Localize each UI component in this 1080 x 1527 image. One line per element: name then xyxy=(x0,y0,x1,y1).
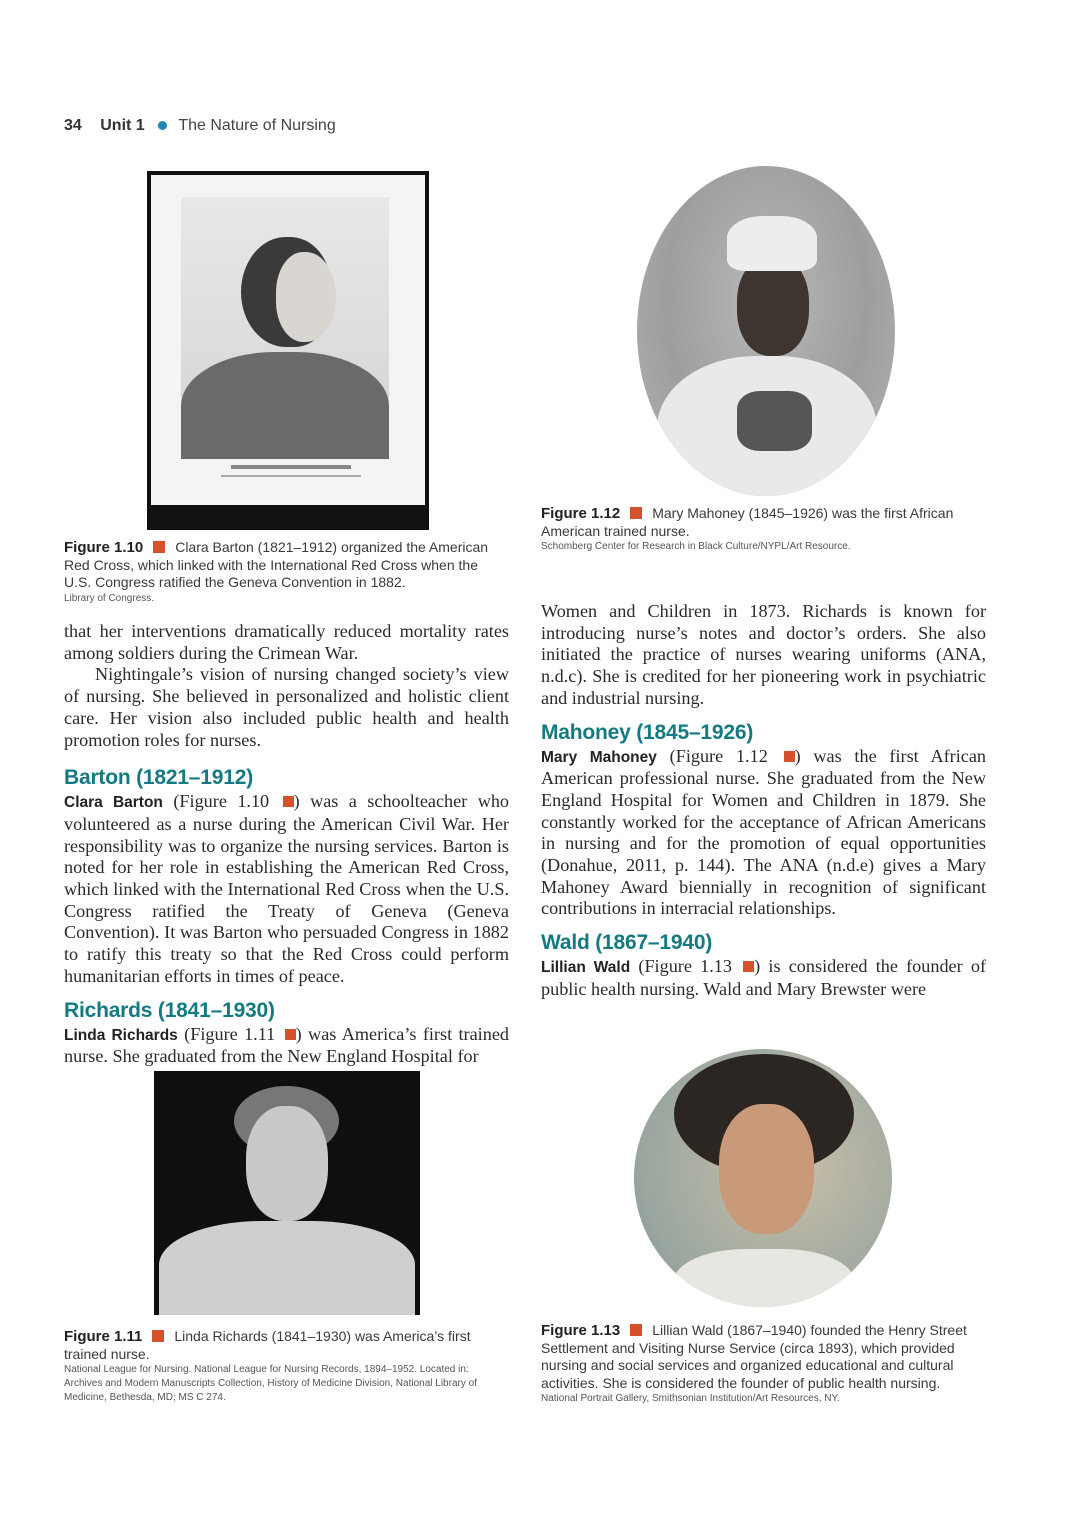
lead-name: Mary Mahoney xyxy=(541,748,657,766)
caption-text: Linda Richards (1841–1930) was America’s first trained nurse. xyxy=(64,1328,471,1362)
paragraph-text: ) is considered the founder of public health nursing. Wald and Mary Brewster were xyxy=(541,956,987,999)
lead-name: Linda Richards xyxy=(64,1026,178,1044)
section-heading-barton: Barton (1821–1912) xyxy=(64,766,253,790)
portrait-dress xyxy=(159,1221,415,1315)
engraving-sublabel xyxy=(221,475,361,477)
caption-text: Clara Barton (1821–1912) organized the American Red Cross, which linked with the International Red Cross when the U.S. Congress ratified the Geneva Convention in 1882. xyxy=(64,539,489,590)
figure-mahoney-image xyxy=(637,166,895,496)
image-credit: National Portrait Gallery, Smithsonian Institution/Art Resources, NY. xyxy=(541,1393,840,1404)
image-credit: Schomberg Center for Research in Black Culture/NYPL/Art Resource. xyxy=(541,541,851,552)
section-heading-wald: Wald (1867–1940) xyxy=(541,931,713,955)
figure-number: Figure 1.10 xyxy=(64,539,144,556)
portrait-painting xyxy=(181,197,389,459)
running-head xyxy=(64,117,336,135)
figure-caption-barton xyxy=(64,539,509,606)
body-paragraph: Women and Children in 1873. Richards is known for introducing nurse’s notes and doctor’s orders. She also initiated the practice of nurses wearing uniforms (ANA, n.d.c). She is credited for her pioneering work in psychiatric and industrial nursing. xyxy=(541,601,986,708)
unit-title: The Nature of Nursing xyxy=(178,117,336,134)
bullet-dot-icon xyxy=(158,121,167,130)
figure-reference[interactable]: (Figure 1.10 xyxy=(173,791,270,812)
unit-label: Unit 1 xyxy=(100,117,145,134)
section-heading-richards: Richards (1841–1930) xyxy=(64,998,275,1022)
figure-marker-icon xyxy=(153,541,165,553)
figure-caption-richards xyxy=(64,1328,509,1405)
caption-text: Lillian Wald (1867–1940) founded the Henry Street Settlement and Visiting Nurse Service (circa 1893), which provided nursing and social services and organized educational and cultural activities. She is considered the founder of public health nursing. xyxy=(541,1322,967,1391)
figure-marker-icon xyxy=(283,796,294,807)
right-column xyxy=(541,601,986,1001)
oval-portrait xyxy=(637,166,895,496)
body-paragraph: that her interventions dramatically reduced mortality rates among soldiers during the Crimean War. xyxy=(64,621,509,663)
figure-number: Figure 1.12 xyxy=(541,505,621,522)
figure-marker-icon xyxy=(630,1324,642,1336)
figure-marker-icon xyxy=(285,1029,296,1040)
paragraph-text: ) was a schoolteacher who volunteered as a nurse during the American Civil War. Her responsibility was to organize the nursing services. Barton is noted for her role in establishing the American Red Cross, which linked with the International Red Cross when the U.S. Congress ratified the Treaty of Geneva (Geneva Convention). It was Barton who persuaded Congress in 1882 to ratify this treaty so that the Red Cross could perform humanitarian efforts in times of peace. xyxy=(64,791,510,986)
figure-reference[interactable]: (Figure 1.11 xyxy=(184,1023,276,1044)
figure-caption-mahoney xyxy=(541,505,971,554)
engraving-label xyxy=(231,465,351,469)
lead-name: Clara Barton xyxy=(64,794,163,812)
body-paragraph-mahoney xyxy=(541,746,986,921)
section-heading-mahoney: Mahoney (1845–1926) xyxy=(541,720,754,744)
figure-marker-icon xyxy=(743,961,754,972)
figure-barton-image xyxy=(147,171,429,530)
figure-number: Figure 1.11 xyxy=(64,1328,143,1345)
portrait-collar xyxy=(674,1249,854,1307)
body-paragraph-barton xyxy=(64,791,509,987)
portrait-coat xyxy=(181,352,389,459)
page-number: 34 xyxy=(64,117,82,134)
portrait-face xyxy=(246,1106,328,1221)
figure-marker-icon xyxy=(630,507,642,519)
left-column xyxy=(64,621,509,1068)
figure-marker-icon xyxy=(784,751,795,762)
figure-reference[interactable]: (Figure 1.13 xyxy=(638,956,732,977)
figure-richards-image xyxy=(154,1071,420,1315)
figure-number: Figure 1.13 xyxy=(541,1322,621,1339)
image-mat xyxy=(151,175,425,505)
body-paragraph-wald xyxy=(541,956,986,1000)
portrait-face xyxy=(719,1104,814,1234)
body-paragraph-richards xyxy=(64,1024,509,1068)
image-credit: Library of Congress. xyxy=(64,592,155,604)
figure-caption-wald xyxy=(541,1322,986,1406)
figure-marker-icon xyxy=(152,1330,164,1342)
portrait-face xyxy=(276,252,336,342)
image-credit: National League for Nursing. National League for Nursing Records, 1894–1952. Located in: Archives and Modern Manuscripts Collection, History of Medicine Division, National Library of Medicine, Bethesda, MD; MS C 274. xyxy=(64,1364,477,1403)
figure-wald-image xyxy=(634,1049,892,1307)
lead-name: Lillian Wald xyxy=(541,959,631,977)
portrait-nurse-cap xyxy=(727,216,817,271)
portrait-face xyxy=(737,256,809,356)
caption-text: Mary Mahoney (1845–1926) was the first African American trained nurse. xyxy=(541,505,954,539)
paragraph-text: ) was America’s first trained nurse. She graduated from the New England Hospital for xyxy=(64,1023,509,1067)
portrait-bow xyxy=(737,391,812,451)
figure-reference[interactable]: (Figure 1.12 xyxy=(669,745,768,766)
paragraph-text: ) was the first African American professional nurse. She graduated from the New England Hospital for Women and Children in 1879. She constantly worked for the acceptance of African Americans in nursing and for the promotion of equal opportunities (Donahue, 2011, p. 144). The ANA (n.d.e) gives a Mary Mahoney Award biennially in recognition of significant contributions in interracial relationships. xyxy=(541,745,987,919)
body-paragraph: Nightingale’s vision of nursing changed society’s view of nursing. She believed in personalized and holistic client care. Her vision also included public health and health promotion roles for nurses. xyxy=(64,664,509,750)
